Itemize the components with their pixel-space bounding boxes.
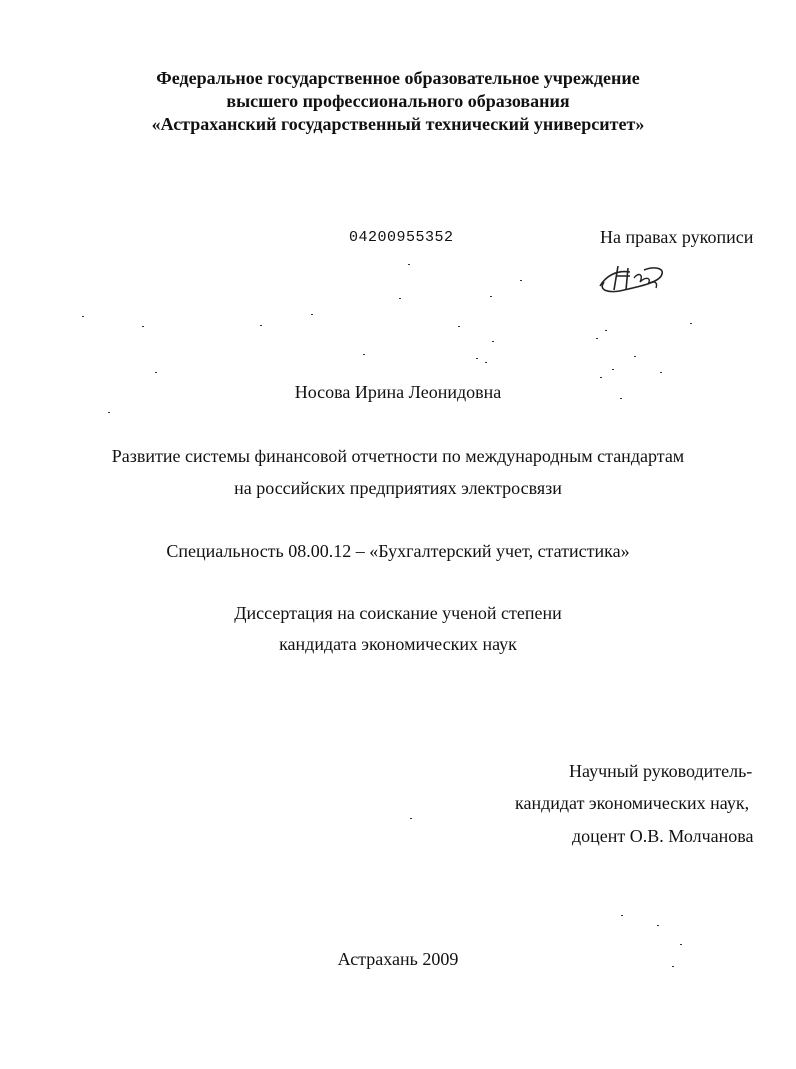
scan-speck — [408, 264, 410, 265]
scan-speck — [634, 356, 636, 357]
scan-speck — [690, 323, 692, 324]
signature-icon — [594, 260, 666, 300]
supervisor-line-1: Научный руководитель- — [569, 761, 753, 781]
scan-speck — [620, 398, 622, 399]
manuscript-rights: На правах рукописи — [600, 227, 754, 247]
scan-speck — [596, 338, 598, 339]
supervisor-line-3: доцент О.В. Молчанова — [572, 826, 754, 846]
author-name: Носова Ирина Леонидовна — [294, 382, 502, 402]
org-line-2: высшего профессионального образования — [226, 91, 570, 111]
scan-speck — [612, 369, 614, 370]
city-year: Астрахань 2009 — [337, 949, 459, 969]
degree-line-1: Диссертация на соискание ученой степени — [234, 603, 562, 623]
org-line-1: Федеральное государственное образовательное учреждение — [156, 68, 640, 88]
scan-speck — [490, 296, 492, 297]
scan-speck — [605, 330, 607, 331]
scan-speck — [621, 915, 623, 916]
scan-speck — [108, 412, 110, 413]
scan-speck — [672, 966, 674, 967]
scan-speck — [458, 326, 460, 327]
scan-speck — [142, 326, 144, 327]
dissertation-title-line-1: Развитие системы финансовой отчетности по международным стандартам — [111, 446, 685, 466]
degree-line-2: кандидата экономических наук — [279, 634, 517, 654]
scan-speck — [155, 372, 157, 373]
org-line-3: «Астраханский государственный технический университет» — [151, 114, 645, 134]
scan-speck — [600, 377, 602, 378]
scan-speck — [260, 325, 262, 326]
scan-speck — [520, 280, 522, 281]
scan-speck — [476, 358, 478, 359]
specialty: Специальность 08.00.12 – «Бухгалтерский учет, статистика» — [166, 541, 630, 561]
scan-speck — [492, 341, 494, 342]
scan-speck — [680, 944, 682, 945]
scan-speck — [660, 372, 662, 373]
scan-speck — [399, 298, 401, 299]
scan-speck — [485, 362, 487, 363]
scan-speck — [311, 314, 313, 315]
scan-speck — [363, 354, 365, 355]
archive-code: 04200955352 — [349, 229, 454, 246]
scan-speck — [410, 818, 412, 819]
scan-speck — [657, 925, 659, 926]
supervisor-line-2: кандидат экономических наук, — [515, 793, 750, 813]
scan-speck — [82, 316, 84, 317]
dissertation-title-line-2: на российских предприятиях электросвязи — [234, 478, 562, 498]
